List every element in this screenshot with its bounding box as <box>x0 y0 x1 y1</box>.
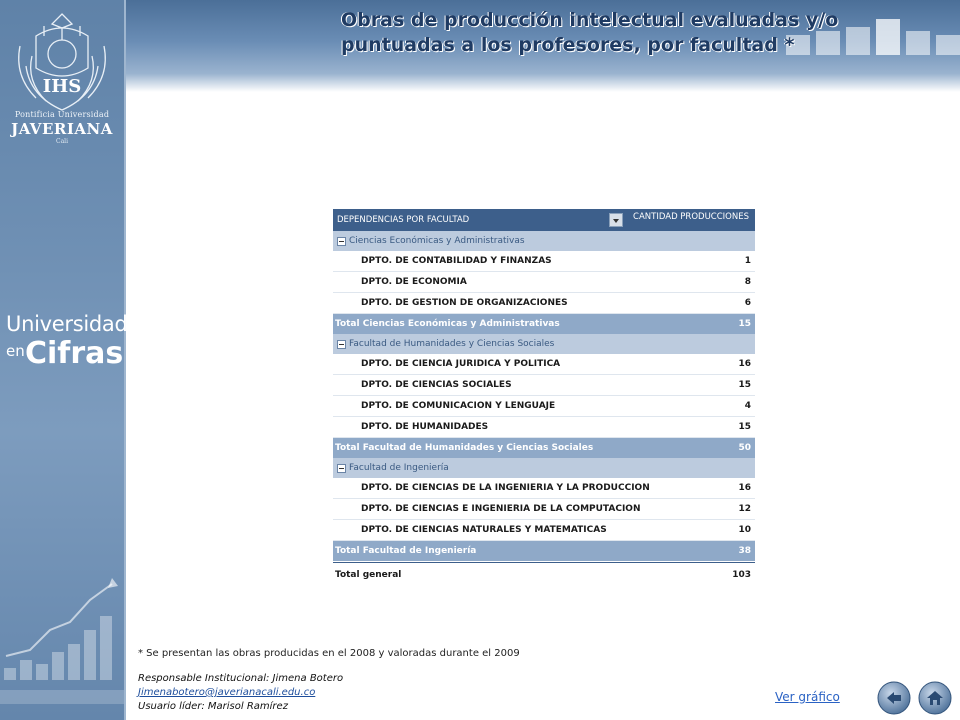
growth-chart-graphic <box>0 560 124 720</box>
group-row[interactable] <box>333 458 755 478</box>
group-total-row <box>333 314 755 334</box>
row-label: DPTO. DE CIENCIAS DE LA INGENIERIA Y LA PRODUCCION <box>361 483 650 493</box>
home-icon[interactable] <box>918 681 952 715</box>
table-row <box>333 520 755 541</box>
responsable-block <box>138 672 343 714</box>
page-title: Obras de producción intelectual evaluadas y/o puntuadas a los profesores, por facultad * <box>341 9 839 56</box>
row-label: DPTO. DE CIENCIAS SOCIALES <box>361 380 512 390</box>
collapse-icon[interactable] <box>337 237 346 246</box>
brand-universidad: Universidad <box>6 312 128 336</box>
table-row <box>333 478 755 499</box>
row-label: DPTO. DE ECONOMIA <box>361 277 467 287</box>
row-label: DPTO. DE COMUNICACION Y LENGUAJE <box>361 401 556 411</box>
total-value: 50 <box>738 443 751 453</box>
row-value: 15 <box>738 422 751 432</box>
svg-text:IHS: IHS <box>42 76 82 97</box>
filter-dropdown-icon[interactable] <box>609 213 623 227</box>
row-label: DPTO. DE CIENCIAS E INGENIERIA DE LA COMPUTACION <box>361 504 641 514</box>
column-header-cantidad: CANTIDAD PRODUCCIONES <box>633 212 749 222</box>
total-label: Total Facultad de Humanidades y Ciencias Sociales <box>335 443 594 453</box>
row-value: 1 <box>744 256 751 266</box>
row-value: 4 <box>744 401 751 411</box>
row-label: DPTO. DE CIENCIAS NATURALES Y MATEMATICAS <box>361 525 607 535</box>
sidebar <box>0 0 126 720</box>
group-label: Facultad de Ingeniería <box>349 463 449 473</box>
table-row <box>333 499 755 520</box>
row-label: DPTO. DE CONTABILIDAD Y FINANZAS <box>361 256 552 266</box>
row-value: 6 <box>744 298 751 308</box>
row-value: 8 <box>744 277 751 287</box>
table-row <box>333 417 755 438</box>
responsable-text: Responsable Institucional: Jimena Botero <box>138 673 344 684</box>
total-label: Total Ciencias Económicas y Administrativas <box>335 319 560 329</box>
brand-en: en <box>6 342 25 360</box>
group-label: Ciencias Económicas y Administrativas <box>349 236 525 246</box>
group-row[interactable] <box>333 231 755 251</box>
email-link[interactable]: Jimenabotero@javerianacali.edu.co <box>138 687 316 698</box>
group-row[interactable] <box>333 334 755 354</box>
logo-subtitle: Pontificia Universidad <box>14 110 110 119</box>
group-total-row <box>333 438 755 458</box>
row-label: DPTO. DE CIENCIA JURIDICA Y POLITICA <box>361 359 561 369</box>
back-arrow-icon[interactable] <box>877 681 911 715</box>
logo-name: JAVERIANA <box>11 120 113 138</box>
table-row <box>333 251 755 272</box>
group-label: Facultad de Humanidades y Ciencias Sociales <box>349 339 555 349</box>
row-value: 12 <box>738 504 751 514</box>
total-value: 38 <box>738 546 751 556</box>
column-header-dependencias: DEPENDENCIAS POR FACULTAD <box>337 215 470 225</box>
group-total-row <box>333 541 755 561</box>
row-value: 15 <box>738 380 751 390</box>
table-header <box>333 209 755 231</box>
table-row <box>333 293 755 314</box>
grand-total-row <box>333 562 755 585</box>
collapse-icon[interactable] <box>337 464 346 473</box>
ver-grafico-link[interactable]: Ver gráfico <box>775 690 840 704</box>
row-label: DPTO. DE HUMANIDADES <box>361 422 489 432</box>
table-row <box>333 375 755 396</box>
logo-city: Cali <box>55 138 68 145</box>
brand-cifras: Cifras <box>25 336 124 371</box>
row-value: 10 <box>738 525 751 535</box>
row-value: 16 <box>738 483 751 493</box>
table-row <box>333 396 755 417</box>
row-label: DPTO. DE GESTION DE ORGANIZACIONES <box>361 298 568 308</box>
collapse-icon[interactable] <box>337 340 346 349</box>
footnote: * Se presentan las obras producidas en el 2008 y valoradas durante el 2009 <box>138 648 520 659</box>
table-row <box>333 354 755 375</box>
row-value: 16 <box>738 359 751 369</box>
usuario-lider-text: Usuario líder: Marisol Ramírez <box>138 701 288 712</box>
table-row <box>333 272 755 293</box>
total-label: Total Facultad de Ingeniería <box>335 546 477 556</box>
grand-total-label: Total general <box>335 570 402 580</box>
total-value: 15 <box>738 319 751 329</box>
pivot-table <box>333 209 755 585</box>
grand-total-value: 103 <box>732 570 751 580</box>
